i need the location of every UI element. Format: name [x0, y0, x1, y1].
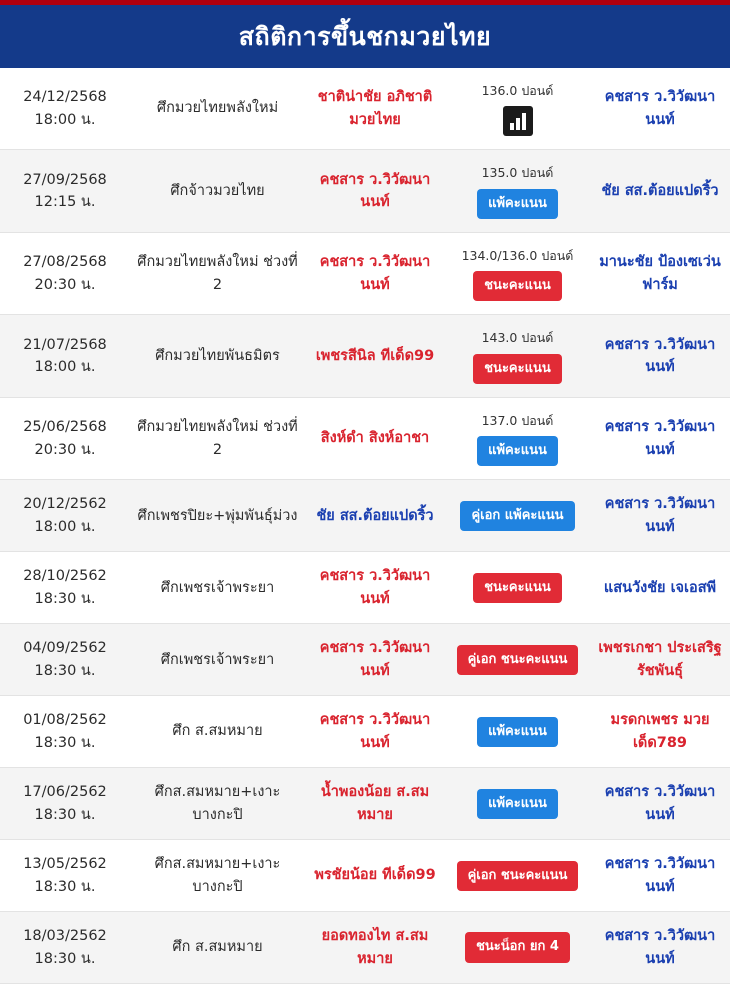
- weight-label: 137.0 ปอนด์: [481, 412, 554, 428]
- table-row[interactable]: [0, 150, 730, 233]
- opponent-name[interactable]: ชัย สส.ต้อยแปดริ้ว: [316, 507, 434, 524]
- fighter-name[interactable]: คชสาร ว.วิวัฒนานนท์: [604, 336, 716, 376]
- event-name: ศึกส.สมหมาย+เงาะบางกะปิ: [154, 784, 281, 823]
- result-cell: [445, 232, 590, 315]
- fight-date: 25/06/2568: [23, 419, 107, 436]
- status-badge: คู่เอก ชนะคะแนน: [457, 861, 579, 891]
- opponent-name[interactable]: พรชัยน้อย ทีเด็ด99: [314, 867, 436, 884]
- fight-date-cell: [0, 68, 130, 150]
- table-row[interactable]: [0, 232, 730, 315]
- opponent-name[interactable]: ชาติน่าชัย อภิชาติมวยไทย: [317, 89, 433, 128]
- result-cell: [445, 315, 590, 398]
- fight-date-cell: [0, 696, 130, 768]
- fight-time: 12:15 น.: [34, 194, 96, 211]
- table-row[interactable]: [0, 68, 730, 150]
- weight-label: 135.0 ปอนด์: [481, 165, 554, 181]
- page-header: [0, 5, 730, 68]
- result-cell: [445, 696, 590, 768]
- fight-time: 20:30 น.: [34, 276, 96, 293]
- fight-time: 18:30 น.: [34, 590, 96, 607]
- fighter-name[interactable]: คชสาร ว.วิวัฒนานนท์: [604, 928, 716, 967]
- result-stack: [451, 81, 584, 136]
- fighter-name[interactable]: คชสาร ว.วิวัฒนานนท์: [604, 496, 716, 535]
- fight-date: 13/05/2562: [23, 856, 107, 873]
- status-badge: แพ้คะแนน: [477, 189, 558, 219]
- result-cell: [445, 768, 590, 840]
- fight-date: 01/08/2562: [23, 712, 107, 729]
- fight-date-cell: [0, 912, 130, 984]
- event-name: ศึกมวยไทยพลังใหม่ ช่วงที่ 2: [137, 419, 298, 458]
- result-stack: [451, 861, 584, 891]
- fight-time: 18:00 น.: [34, 359, 96, 376]
- fight-date: 24/12/2568: [23, 89, 107, 106]
- weight-label: 136.0 ปอนด์: [481, 83, 554, 98]
- fight-date: 17/06/2562: [23, 784, 107, 801]
- result-stack: [451, 411, 584, 467]
- result-cell: [445, 150, 590, 233]
- fighter-name[interactable]: คชสาร ว.วิวัฒนานนท์: [604, 89, 716, 128]
- status-badge: ชนะคะแนน: [473, 271, 562, 301]
- result-stack: [451, 501, 584, 531]
- result-stack: [451, 645, 584, 675]
- result-cell: [445, 840, 590, 912]
- event-name: ศึกมวยไทยพลังใหม่: [156, 100, 279, 117]
- table-row[interactable]: [0, 315, 730, 398]
- bar-chart-icon[interactable]: [503, 106, 533, 136]
- status-badge: แพ้คะแนน: [477, 436, 558, 466]
- opponent-name[interactable]: เพชรสีนิล ทีเด็ด99: [315, 347, 435, 364]
- fight-date-cell: [0, 315, 130, 398]
- fighter-name[interactable]: มรดกเพชร มวยเด็ด789: [610, 712, 710, 751]
- fight-date-cell: [0, 232, 130, 315]
- table-row[interactable]: [0, 624, 730, 696]
- status-badge: คู่เอก แพ้คะแนน: [460, 501, 574, 531]
- event-name: ศึกเพชรปิยะ+พุ่มพันธุ์ม่วง: [137, 507, 298, 524]
- fight-time: 18:30 น.: [34, 662, 96, 679]
- page-title: สถิติการขึ้นชกมวยไทย: [238, 21, 492, 51]
- fight-date-cell: [0, 150, 130, 233]
- fight-time: 18:30 น.: [34, 734, 96, 751]
- result-cell: [445, 912, 590, 984]
- result-stack: [451, 717, 584, 747]
- opponent-name[interactable]: คชสาร ว.วิวัฒนานนท์: [319, 640, 431, 679]
- opponent-name[interactable]: ยอดทองไท ส.สมหมาย: [321, 928, 429, 967]
- weight-label: 143.0 ปอนด์: [481, 330, 554, 346]
- fight-time: 20:30 น.: [34, 441, 96, 458]
- fight-date-cell: [0, 840, 130, 912]
- event-name: ศึกเพชรเจ้าพระยา: [160, 579, 275, 596]
- result-cell: [445, 68, 590, 150]
- fight-time: 18:30 น.: [34, 950, 96, 967]
- result-cell: [445, 397, 590, 480]
- table-row[interactable]: [0, 768, 730, 840]
- fight-time: 18:30 น.: [34, 878, 96, 895]
- fight-time: 18:00 น.: [34, 518, 96, 535]
- event-name: ศึกมวยไทยพันธมิตร: [155, 347, 280, 364]
- status-badge: แพ้คะแนน: [477, 789, 558, 819]
- result-stack: [451, 246, 584, 302]
- status-badge: ชนะน็อก ยก 4: [465, 932, 570, 962]
- event-name: ศึก ส.สมหมาย: [172, 939, 263, 956]
- opponent-name[interactable]: คชสาร ว.วิวัฒนานนท์: [319, 568, 431, 607]
- result-stack: [451, 932, 584, 962]
- event-name: ศึกส.สมหมาย+เงาะบางกะปิ: [154, 856, 281, 895]
- result-stack: [451, 573, 584, 603]
- weight-label: 134.0/136.0 ปอนด์: [461, 247, 574, 263]
- fight-date-cell: [0, 624, 130, 696]
- result-cell: [445, 552, 590, 624]
- fight-history-body: [0, 68, 730, 984]
- event-name: ศึกเพชรเจ้าพระยา: [160, 651, 275, 668]
- result-stack: [451, 789, 584, 819]
- result-stack: [451, 163, 584, 219]
- opponent-name[interactable]: คชสาร ว.วิวัฒนานนท์: [319, 254, 431, 293]
- fight-time: 18:30 น.: [34, 806, 96, 823]
- event-name: ศึกจ้าวมวยไทย: [170, 182, 265, 199]
- result-cell: [445, 480, 590, 552]
- fight-date-cell: [0, 397, 130, 480]
- table-row[interactable]: [0, 397, 730, 480]
- opponent-name[interactable]: น้ำพองน้อย ส.สมหมาย: [320, 784, 430, 823]
- fight-date: 27/08/2568: [23, 254, 107, 271]
- fight-date: 20/12/2562: [23, 496, 107, 513]
- event-name: ศึกมวยไทยพลังใหม่ ช่วงที่ 2: [137, 254, 298, 293]
- fight-date: 21/07/2568: [23, 336, 107, 353]
- fight-date-cell: [0, 480, 130, 552]
- table-row[interactable]: [0, 696, 730, 768]
- fighter-name[interactable]: ชัย สส.ต้อยแปดริ้ว: [601, 182, 719, 199]
- status-badge: ชนะคะแนน: [473, 573, 562, 603]
- fight-date: 27/09/2568: [23, 171, 107, 188]
- fight-time: 18:00 น.: [34, 111, 96, 128]
- table-row[interactable]: [0, 912, 730, 984]
- table-row[interactable]: [0, 480, 730, 552]
- table-row[interactable]: [0, 840, 730, 912]
- event-name: ศึก ส.สมหมาย: [172, 723, 263, 740]
- fight-date: 28/10/2562: [23, 568, 107, 585]
- fighter-name[interactable]: คชสาร ว.วิวัฒนานนท์: [604, 419, 716, 458]
- fighter-name[interactable]: คชสาร ว.วิวัฒนานนท์: [604, 856, 716, 895]
- fight-date-cell: [0, 552, 130, 624]
- opponent-name[interactable]: คชสาร ว.วิวัฒนานนท์: [319, 712, 431, 751]
- fight-history-table: [0, 68, 730, 984]
- status-badge: ชนะคะแนน: [473, 354, 562, 384]
- status-badge: แพ้คะแนน: [477, 717, 558, 747]
- opponent-name[interactable]: สิงห์ดำ สิงห์อาชา: [320, 430, 430, 447]
- status-badge: คู่เอก ชนะคะแนน: [457, 645, 579, 675]
- fighter-name[interactable]: แสนวังชัย เจเอสพี: [603, 579, 717, 596]
- fight-date-cell: [0, 768, 130, 840]
- opponent-name[interactable]: คชสาร ว.วิวัฒนานนท์: [319, 171, 431, 211]
- result-stack: [451, 328, 584, 384]
- fighter-name[interactable]: คชสาร ว.วิวัฒนานนท์: [604, 784, 716, 823]
- fight-date: 18/03/2562: [23, 928, 107, 945]
- table-row[interactable]: [0, 552, 730, 624]
- fighter-name[interactable]: มานะชัย ป้องเซเว่นฟาร์ม: [599, 254, 721, 293]
- result-cell: [445, 624, 590, 696]
- fighter-name[interactable]: เพชรเกชา ประเสริฐรัชพันธุ์: [598, 640, 722, 679]
- fight-date: 04/09/2562: [23, 640, 107, 657]
